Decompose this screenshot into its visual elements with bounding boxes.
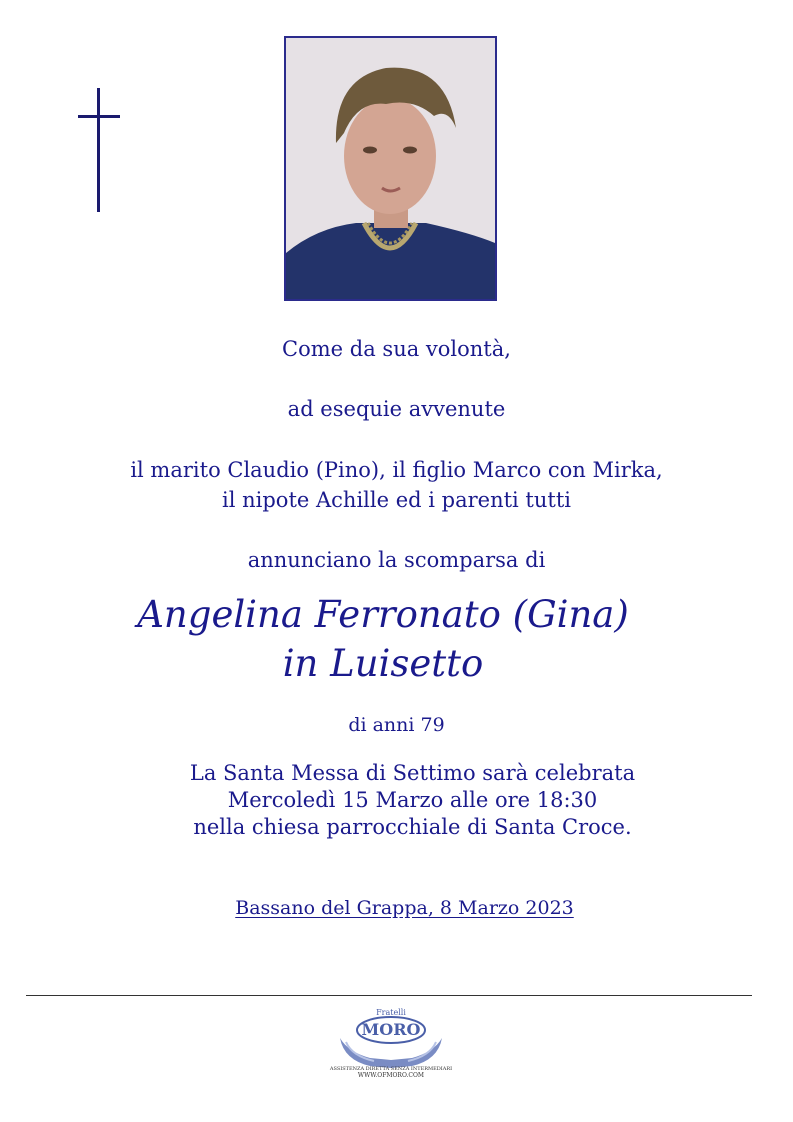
mass-line-3: nella chiesa parrocchiale di Santa Croce. (193, 815, 632, 839)
place-date-text: Bassano del Grappa, 8 Marzo 2023 (235, 897, 574, 919)
cross-icon-bar (78, 115, 120, 118)
family-line-2: il nipote Achille ed i parenti tutti (222, 488, 571, 512)
logo-brand: MORO (361, 1020, 421, 1039)
exequies-line: ad esequie avvenute (287, 397, 506, 421)
age-line: di anni 79 (348, 714, 445, 736)
announce-line: annunciano la scomparsa di (247, 548, 546, 572)
wish-line: Come da sua volontà, (282, 337, 511, 361)
portrait-photo (284, 36, 497, 301)
place-date (8, 893, 793, 923)
deceased-name: Angelina Ferronato (Gina) (137, 593, 629, 636)
family-line-1: il marito Claudio (Pino), il figlio Marco con Mirka, (130, 458, 663, 482)
footer-divider (26, 995, 752, 996)
married-name: in Luisetto (282, 642, 484, 685)
mass-line-2: Mercoledì 15 Marzo alle ore 18:30 (227, 788, 598, 812)
mass-line-1: La Santa Messa di Settimo sarà celebrata (189, 761, 636, 785)
funeral-home-logo (330, 1008, 452, 1080)
logo-website: WWW.OFMORO.COM (357, 1072, 425, 1079)
portrait-illustration (286, 38, 495, 299)
logo-tagline: ASSISTENZA DIRETTA SENZA INTERMEDIARI (329, 1066, 453, 1072)
logo-fratelli: Fratelli (376, 1008, 406, 1017)
cross-icon (97, 88, 100, 212)
